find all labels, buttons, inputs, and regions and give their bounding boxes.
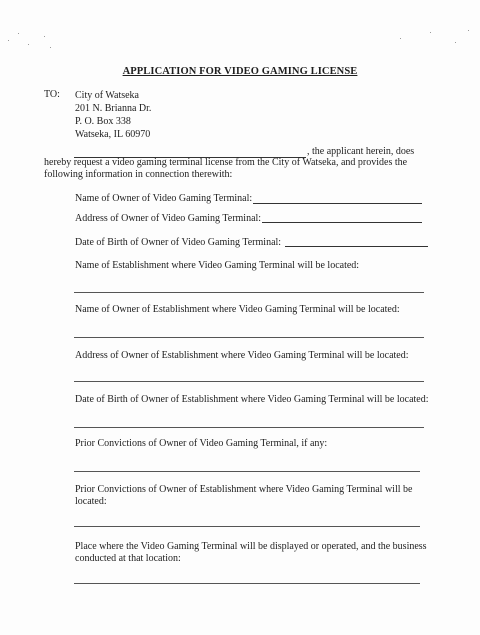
question-line: Place where the Video Gaming Terminal will be displayed or operated, and the business [75, 541, 427, 552]
establishment-owner-convictions-label [75, 484, 412, 508]
owner-name-field[interactable] [253, 203, 422, 204]
question-line: conducted at that location: [75, 553, 181, 564]
scan-speck [8, 40, 9, 41]
establishment-owner-address-label [75, 350, 409, 362]
terminal-location-field[interactable] [74, 583, 420, 584]
scan-speck [430, 32, 431, 33]
establishment-owner-dob-field[interactable] [74, 427, 424, 428]
question-line: Date of Birth of Owner of Establishment where Video Gaming Terminal will be located: [75, 394, 429, 405]
terminal-location-label [75, 541, 427, 565]
owner-address-field[interactable] [262, 222, 422, 223]
scan-speck [455, 42, 456, 43]
owner-dob-field[interactable] [285, 246, 428, 247]
intro-paragraph [44, 157, 424, 181]
owner-dob-label: Date of Birth of Owner of Video Gaming Terminal: [75, 237, 282, 248]
address-line: Watseka, IL 60970 [75, 129, 151, 140]
intro-line: hereby request a video gaming terminal license from the City of Watseka, and provides the [44, 157, 408, 168]
establishment-owner-name-field[interactable] [74, 337, 424, 338]
scan-speck [468, 30, 469, 31]
applicant-suffix-text: , the applicant herein, does [307, 146, 415, 157]
owner-convictions-field[interactable] [74, 471, 420, 472]
form-title: APPLICATION FOR VIDEO GAMING LICENSE [122, 66, 358, 77]
establishment-owner-dob-label [75, 394, 429, 406]
establishment-owner-convictions-field[interactable] [74, 526, 420, 527]
scan-speck [28, 44, 29, 45]
owner-name-label: Name of Owner of Video Gaming Terminal: [75, 193, 253, 204]
establishment-name-field[interactable] [74, 292, 424, 293]
owner-convictions-label [75, 438, 327, 450]
to-label: TO: [44, 89, 60, 100]
scan-speck [50, 47, 51, 48]
question-line: located: [75, 496, 107, 507]
establishment-owner-address-field[interactable] [74, 381, 424, 382]
scan-speck [18, 33, 19, 34]
intro-line: following information in connection therewith: [44, 169, 233, 180]
question-line: Address of Owner of Establishment where Video Gaming Terminal will be located: [75, 350, 409, 361]
establishment-owner-name-label [75, 304, 400, 316]
question-line: Prior Convictions of Owner of Establishment where Video Gaming Terminal will be [75, 484, 413, 495]
recipient-address [75, 89, 151, 141]
question-line: Prior Convictions of Owner of Video Gaming Terminal, if any: [75, 438, 328, 449]
address-line: 201 N. Brianna Dr. [75, 103, 152, 114]
address-line: P. O. Box 338 [75, 116, 131, 127]
scan-speck [400, 38, 401, 39]
question-line: Name of Owner of Establishment where Video Gaming Terminal will be located: [75, 304, 400, 315]
question-line: Name of Establishment where Video Gaming Terminal will be located: [75, 260, 360, 271]
establishment-name-label [75, 260, 359, 272]
owner-address-label: Address of Owner of Video Gaming Terminal: [75, 213, 262, 224]
scan-speck [44, 36, 45, 37]
address-line: City of Watseka [75, 90, 139, 101]
